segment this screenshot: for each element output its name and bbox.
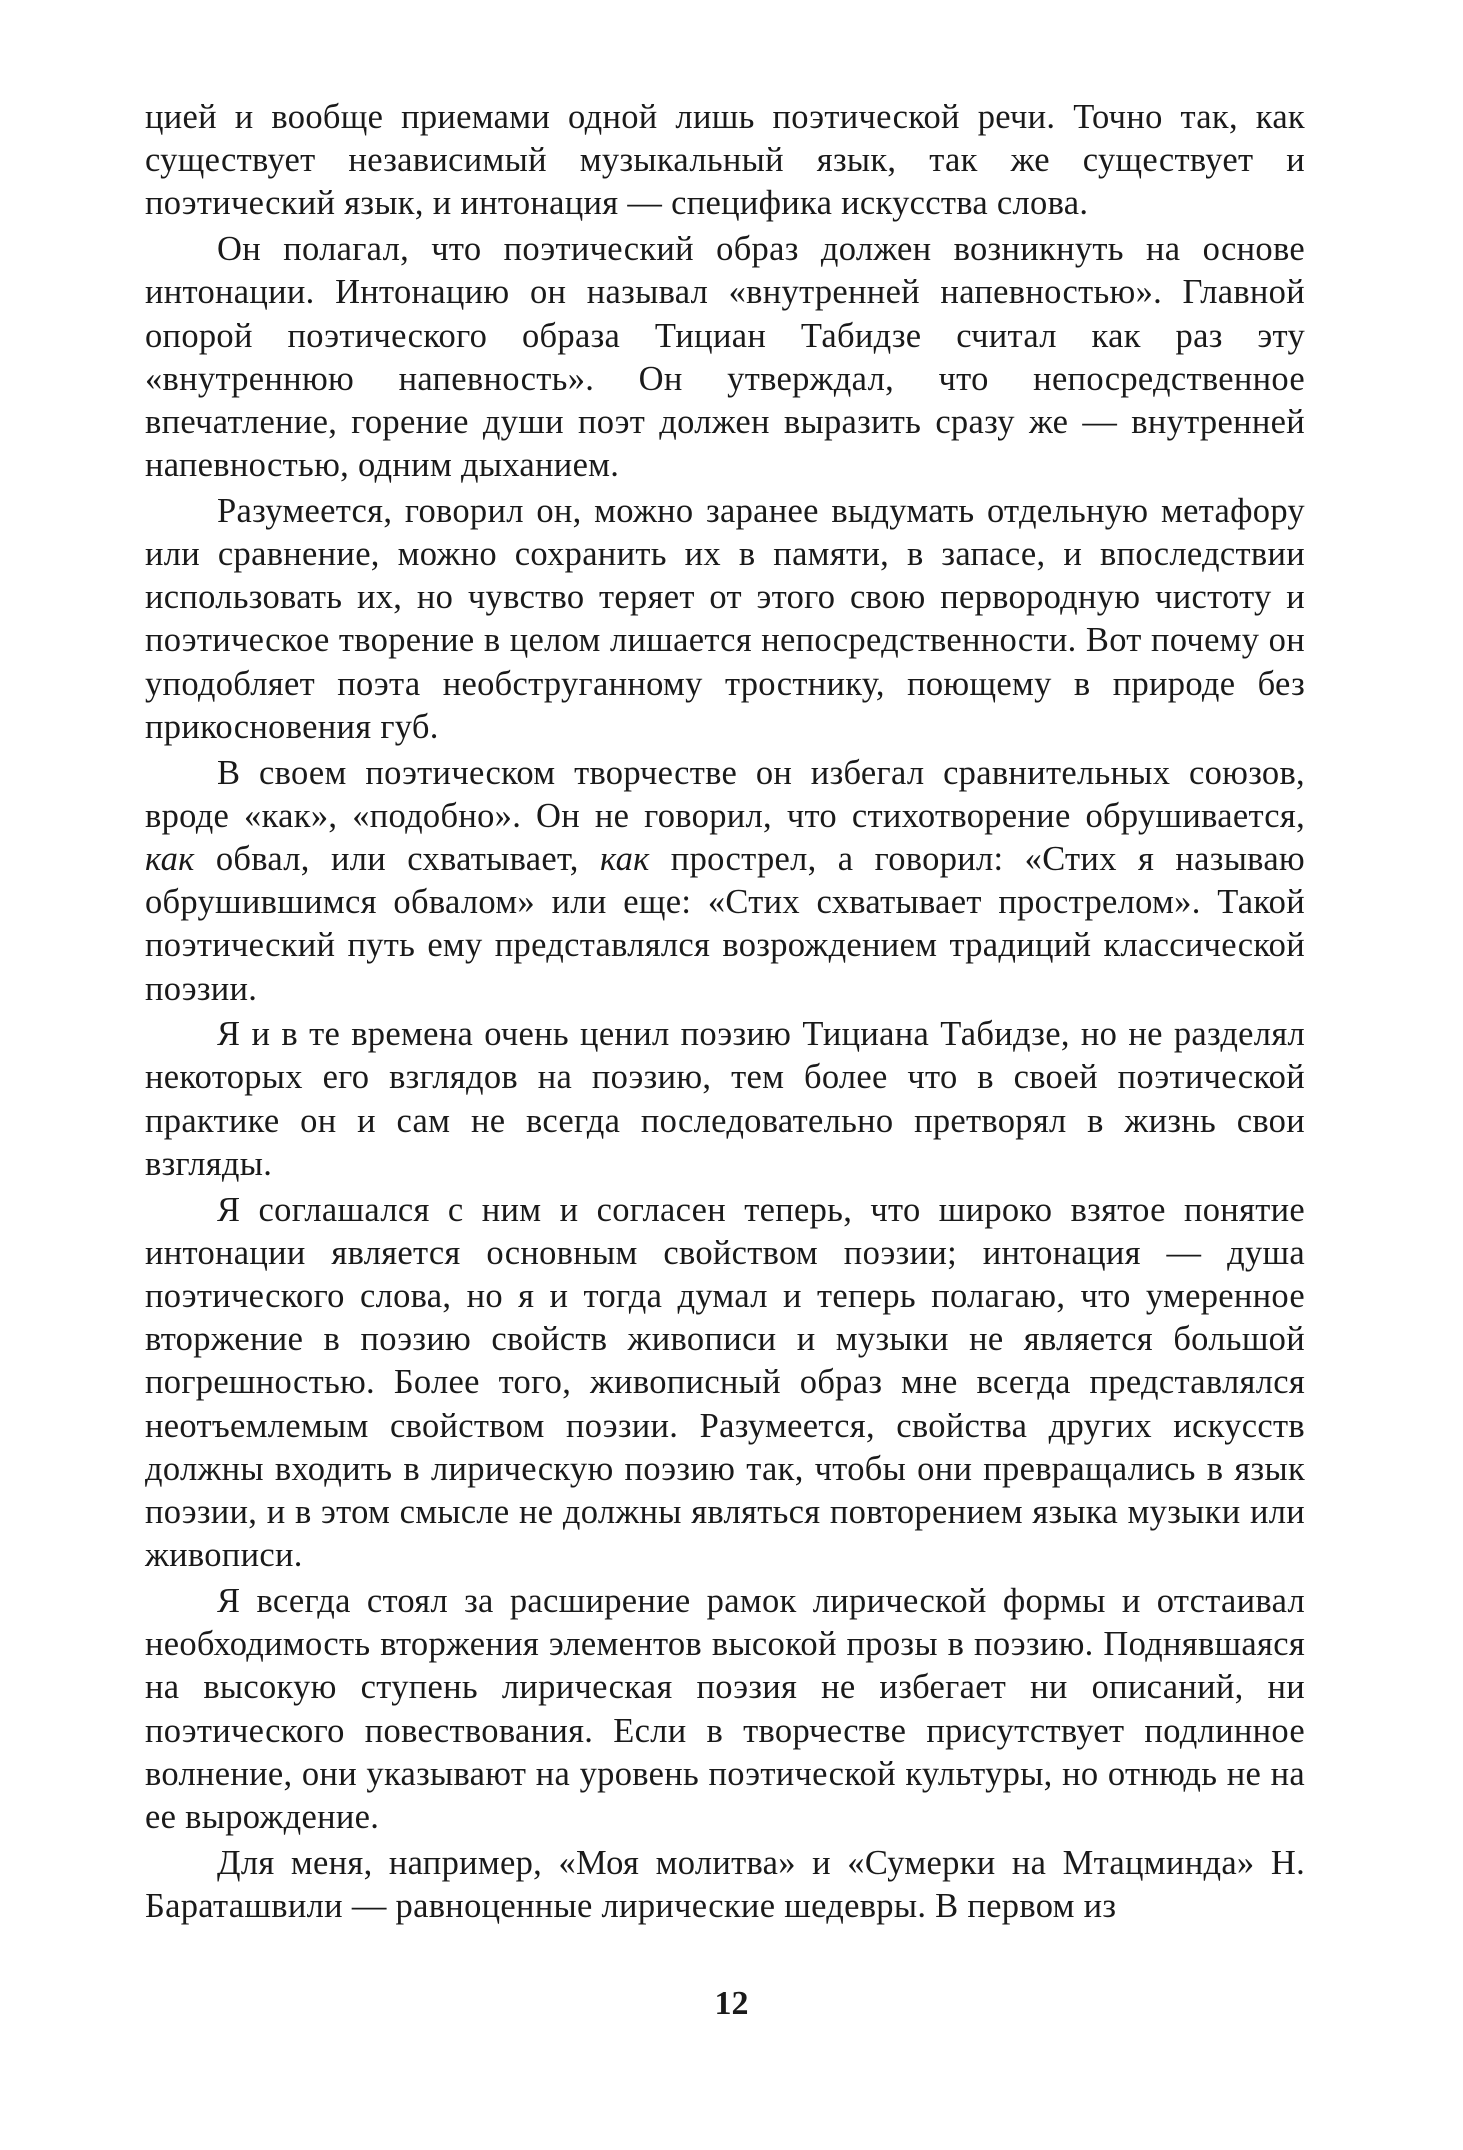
paragraph-1: цией и вообще приемами одной лишь поэтической речи. Точно так, как существует независимый музыкальный язык, так же существует и поэтический язык, и интонация — специфика искусства слова. (145, 98, 1305, 223)
paragraph-4-text-c: обвал, или схватывает, (194, 839, 600, 878)
page-text (145, 96, 1305, 1928)
paragraph-8: Для меня, например, «Моя молитва» и «Сумерки на Мтацминда» Н. Бараташвили — равноценные лирические шедевры. В первом из (145, 1843, 1305, 1925)
paragraph-5: Я и в те времена очень ценил поэзию Тициана Табидзе, но не разделял некоторых его взглядов на поэзию, тем более что в своей поэтической практике он и сам не всегда последовательно претворял в жизнь свои взгляды. (145, 1015, 1305, 1183)
paragraph-7: Я всегда стоял за расширение рамок лирической формы и отстаивал необходимость вторжения элементов высокой прозы в поэзию. Поднявшаяся на высокую ступень лирическая поэзия не избегает ни описаний, ни поэтического повествования. Если в творчестве присутствует подлинное волнение, они указывают на уровень поэтической культуры, но отнюдь не на ее вырождение. (145, 1581, 1305, 1836)
paragraph-4-italic-kak-2: как (599, 839, 650, 878)
page-number: 12 (714, 1985, 749, 2022)
paragraph-6: Я соглашался с ним и согласен теперь, что широко взятое понятие интонации является основным свойством поэзии; интонация — душа поэтического слова, но я и тогда думал и теперь полагаю, что умеренное вторжение в поэзию свойств живописи и музыки не является большой погрешностью. Более того, живописный образ мне всегда представлялся неотъемлемым свойством поэзии. Разумеется, свойства других искусств должны входить в лирическую поэзию так, чтобы они превращались в язык поэзии, и в этом смысле не должны являться повторением языка музыки или живописи. (145, 1190, 1305, 1575)
paragraph-4-text-e: прострел, а говорил: «Стих я называю обрушившимся обвалом» или еще: «Стих схватывает прострелом». Такой поэтический путь ему представлялся возрождением традиций классической поэзии. (145, 839, 1306, 1008)
paragraph-4-italic-kak-1: как (145, 839, 195, 878)
paragraph-3: Разумеется, говорил он, можно заранее выдумать отдельную метафору или сравнение, можно сохранить их в памяти, в запасе, и впоследствии использовать их, но чувство теряет от этого свою первородную чистоту и поэтическое творение в целом лишается непосредственности. Вот почему он уподобляет поэта необструганному тростнику, поющему в природе без прикосновения губ. (145, 491, 1305, 746)
paragraph-2: Он полагал, что поэтический образ должен возникнуть на основе интонации. Интонацию он называл «внутренней напевностью». Главной опорой поэтического образа Тициан Табидзе считал как раз эту «внутреннюю напевность». Он утверждал, что непосредственное впечатление, горение души поэт должен выразить сразу же — внутренней напевностью, одним дыханием. (145, 230, 1305, 485)
paragraph-4-text-a: В своем поэтическом творчестве он избегал сравнительных союзов, вроде «как», «подобно». Он не говорил, что стихотворение обрушивается, (145, 753, 1305, 835)
paragraph-4 (145, 752, 1305, 1011)
